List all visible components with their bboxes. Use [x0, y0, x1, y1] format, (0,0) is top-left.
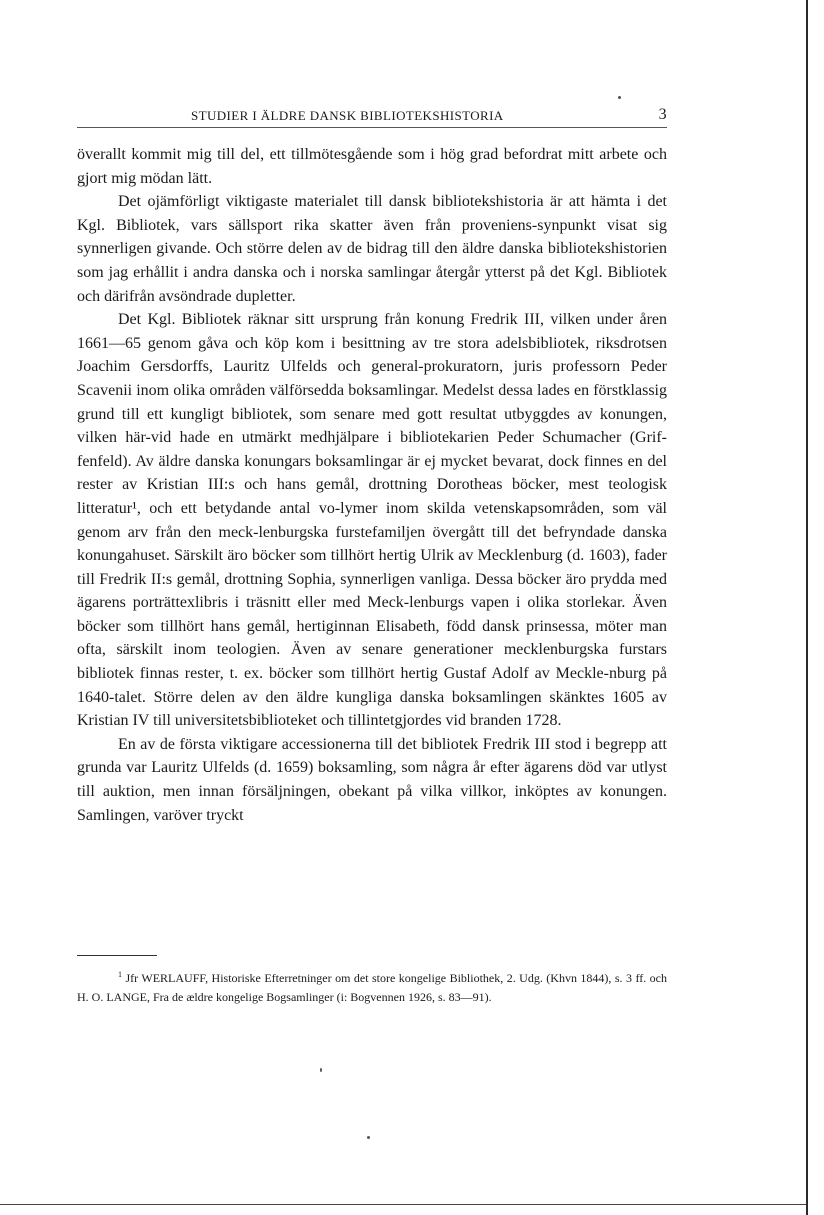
footnote-marker: 1 — [118, 970, 122, 979]
running-title: STUDIER I ÄLDRE DANSK BIBLIOTEKSHISTORIA — [191, 108, 504, 123]
footnote — [77, 965, 667, 1007]
paragraph-2: Det ojämförligt viktigaste materialet till dansk bibliotekshistoria är att hämta i det Kgl. Bibliotek, vars sällsport rika skatter även från proveniens-synpunkt visat sig synnerligen givande. Och större delen av de bidrag till den äldre danska bibliotekshistorien som jag erhållit i andra danska och i norska samlingar återgår ytterst på det Kgl. Bibliotek och därifrån avsöndrade dupletter. — [77, 193, 667, 305]
paragraph-3: Det Kgl. Bibliotek räknar sitt ursprung från konung Fredrik III, vilken under åren 1661—65 genom gåva och köp kom i besittning av tre stora adelsbibliotek, riksdrotsen Joachim Gersdorffs, Lauritz Ulfelds och general-prokuratorn, juris professorn Peder Scavenii inom olika områden välförsedda boksamlingar. Medelst dessa lades en förstklassig grund till ett kungligt bibliotek, som senare med gott resultat utbyggdes av konungen, vilken här-vid hade en utmärkt medhjälpare i bibliotekarien Peder Schumacher (Grif-fenfeld). Av äldre danska konungars boksamlingar är ej mycket bevarat, dock finnes en del rester av Kristian III:s och hans gemål, drottning Dorotheas böcker, mest teologisk litteratur¹, och ett betydande antal vo-lymer inom skilda vetenskapsområden, som väl genom arv från den meck-lenburgska furstefamiljen övergått till det befryndade danska konungahuset. Särskilt äro böcker som tillhört hertig Ulrik av Mecklenburg (d. 1603), fader till Fredrik II:s gemål, drottning Sophia, synnerligen vanliga. Dessa böcker äro prydda med ägarens porträttexlibris i träsnitt eller med Meck-lenburgs vapen i olika storlekar. Även böcker som tillhört hans gemål, hertiginnan Elisabeth, född dansk prinsessa, möter man ofta, särskilt inom teologien. Även av senare generationer mecklenburgska furstars bibliotek finnas rester, t. ex. böcker som tillhört hertig Gustaf Adolf av Meckle-nburg på 1640-talet. Större delen av den äldre kungliga danska boksamlingen skänktes 1605 av Kristian IV till universitetsbiblioteket och tillintetgjordes vid branden 1728. — [77, 311, 667, 730]
header-rule — [77, 127, 667, 128]
page-header — [77, 106, 667, 128]
scan-speck — [618, 96, 621, 99]
scan-speck — [320, 1068, 322, 1072]
paragraph-1: överallt kommit mig till del, ett tillmötesgående som i hög grad befordrat mitt arbete och gjort mig mödan lätt. — [77, 146, 667, 187]
scan-edge-right — [806, 0, 808, 1215]
paragraph-4: En av de första viktigare accessionerna till det bibliotek Fredrik III stod i begrepp att grunda var Lauritz Ulfelds (d. 1659) boksamling, som några år efter ägarens död var utlyst till auktion, men innan försäljningen, obekant på vilka villkor, inköptes av konungen. Samlingen, varöver tryckt — [77, 735, 667, 824]
body-text — [77, 143, 667, 827]
scan-edge-bottom — [0, 1204, 806, 1205]
footnote-text: Jfr WERLAUFF, Historiske Efterretninger om det store kongelige Bibliothek, 2. Udg. (Khvn 1844), s. 3 ff. och H. O. LANGE, Fra de ældre kongelige Bogsamlinger (i: Bogvennen 1926, s. 83—91). — [77, 971, 668, 1004]
page-number: 3 — [658, 106, 667, 123]
scan-speck — [367, 1136, 370, 1139]
footnote-rule — [77, 955, 157, 956]
